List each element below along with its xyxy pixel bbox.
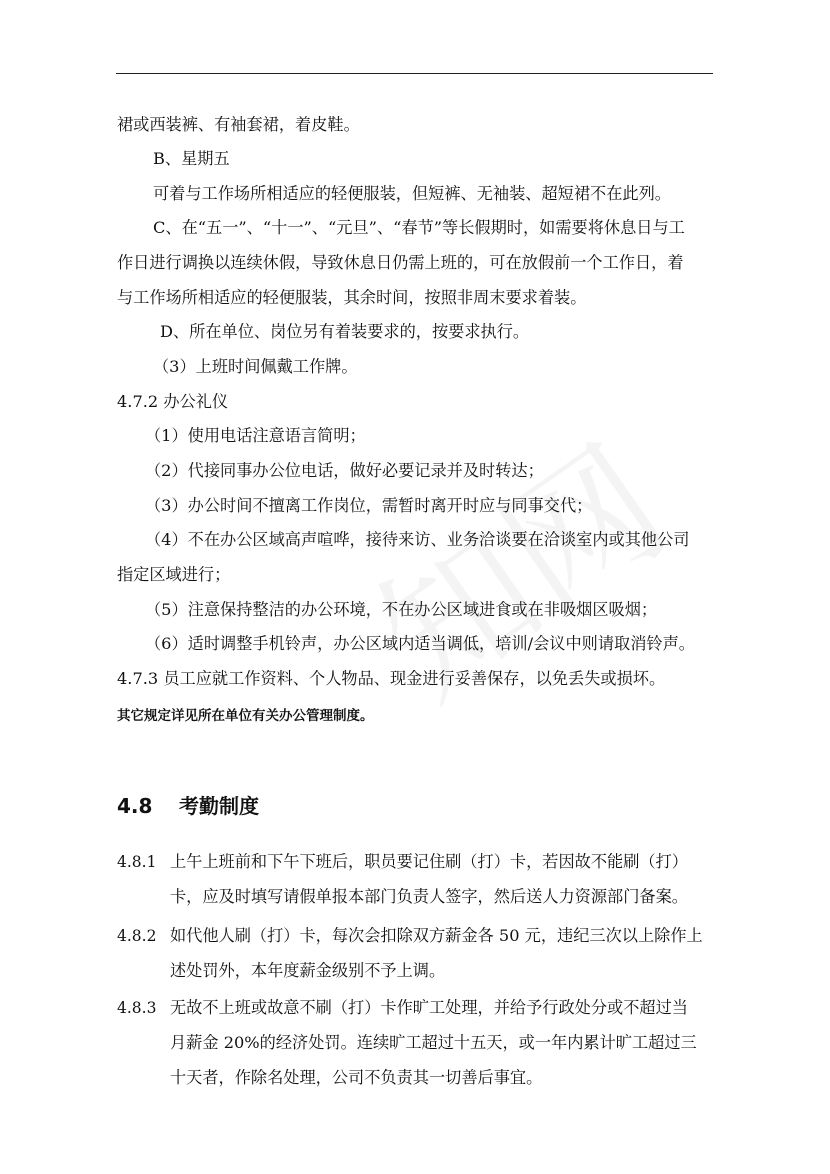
clause-line: 无故不上班或故意不刷（打）卡作旷工处理，并给予行政处分或不超过当: [170, 998, 688, 1017]
header-rule: [116, 73, 713, 74]
clause-line: 如代他人刷（打）卡，每次会扣除双方薪金各 50 元，违纪三次以上除作上: [170, 926, 703, 945]
body-line: （3）上班时间佩戴工作牌。: [153, 357, 358, 376]
body-line: （2）代接同事办公位电话，做好必要记录并及时转达；: [145, 461, 544, 480]
body-line: 可着与工作场所相适应的轻便服装，但短裤、无袖装、超短裙不在此列。: [153, 184, 671, 203]
body-line: （1）使用电话注意语言简明；: [145, 426, 366, 445]
clause-line: 上午上班前和下午下班后，职员要记住刷（打）卡，若因故不能刷（打）: [170, 852, 688, 871]
body-line: 裙或西装裤、有袖套裙，着皮鞋。: [117, 115, 360, 134]
bold-note: 其它规定详见所在单位有关办公管理制度。: [117, 708, 374, 724]
body-line: C、在“五一”、“十一”、“元旦”、“春节”等长假期时，如需要将休息日与工: [153, 218, 685, 237]
clause-line: 述处罚外，本年度薪金级别不予上调。: [170, 961, 446, 980]
body-line: 与工作场所相适应的轻便服装，其余时间，按照非周末要求着装。: [117, 288, 587, 307]
clause-number: 4.8.1: [117, 853, 157, 871]
section-title: 考勤制度: [179, 794, 259, 818]
body-line: （4）不在办公区域高声喧哗，接待来访、业务洽谈要在洽谈室内或其他公司: [145, 530, 690, 549]
body-line: （3）办公时间不擅离工作岗位，需暂时离开时应与同事交代；: [145, 496, 593, 515]
section-heading: [117, 790, 259, 819]
clause-line: 卡，应及时填写请假单报本部门负责人签字，然后送人力资源部门备案。: [170, 887, 688, 906]
body-line: 指定区域进行；: [117, 565, 231, 584]
clause-line: 月薪金 20%的经济处罚。连续旷工超过十五天，或一年内累计旷工超过三: [170, 1033, 697, 1052]
body-line: （6）适时调整手机铃声，办公区域内适当调低，培训/会议中则请取消铃声。: [145, 634, 695, 653]
body-line: （5）注意保持整洁的办公环境，不在办公区域进食或在非吸烟区吸烟；: [145, 600, 658, 619]
clause-number: 4.8.2: [117, 927, 157, 945]
subsection-title: 4.7.3 员工应就工作资料、个人物品、现金进行妥善保存，以免丢失或损坏。: [117, 669, 666, 688]
body-line: D、所在单位、岗位另有着装要求的，按要求执行。: [160, 322, 530, 341]
body-line: 作日进行调换以连续休假，导致休息日仍需上班的，可在放假前一个工作日，着: [117, 253, 684, 272]
body-line: B、星期五: [153, 149, 230, 168]
clause-line: 十天者，作除名处理，公司不负责其一切善后事宜。: [170, 1068, 543, 1087]
section-number: 4.8: [117, 794, 153, 818]
subsection-title: 4.7.2 办公礼仪: [117, 392, 229, 411]
clause-number: 4.8.3: [117, 999, 157, 1017]
